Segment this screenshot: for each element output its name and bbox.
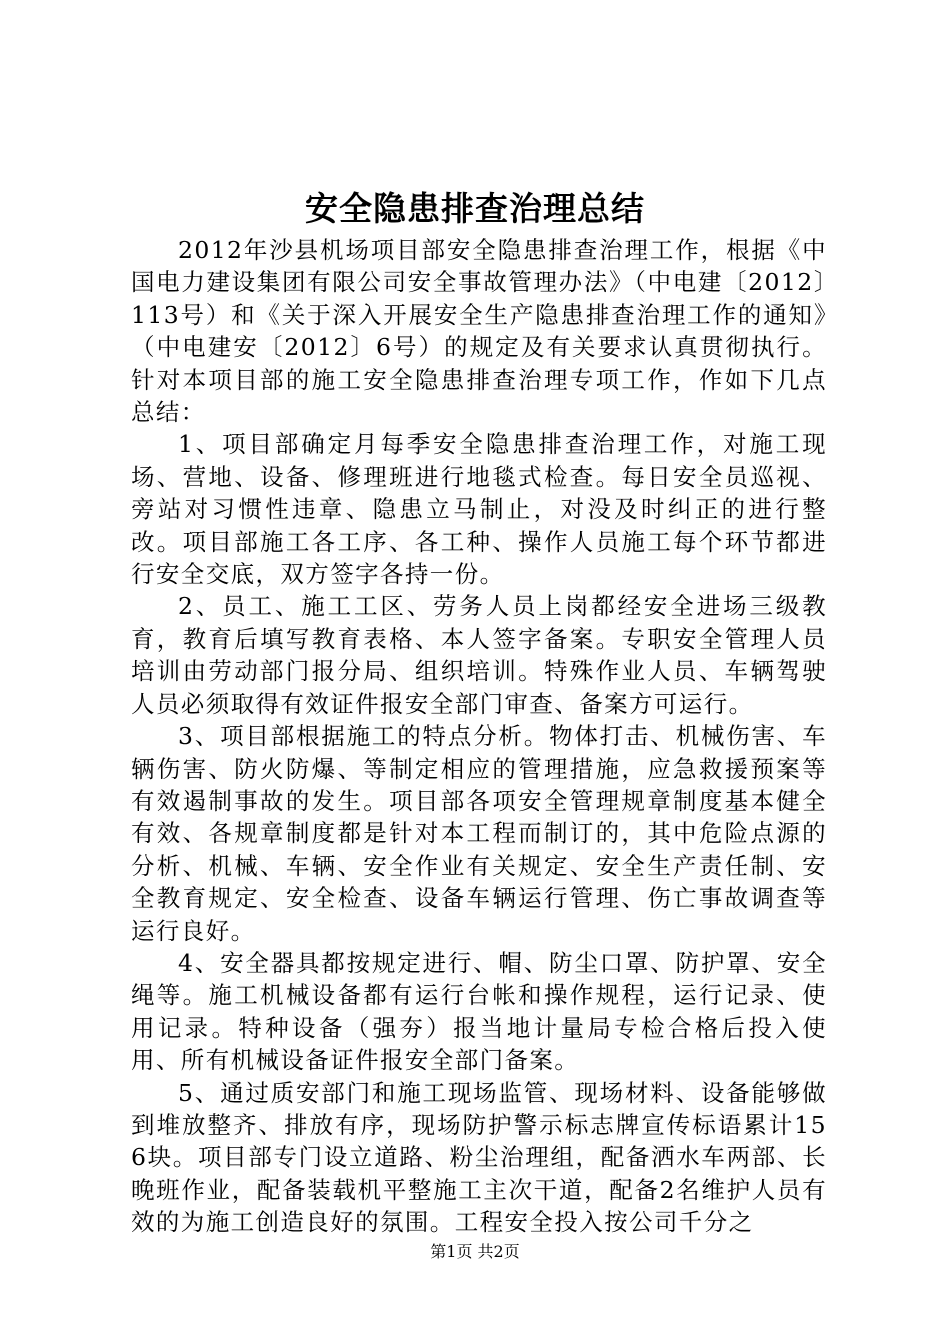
- paragraph-intro: 2012年沙县机场项目部安全隐患排查治理工作，根据《中国电力建设集团有限公司安全事故管理办法》（中电建〔2012〕113号）和《关于深入开展安全生产隐患排查治理工作的通知》（中电建安〔2012〕6号）的规定及有关要求认真贯彻执行。针对本项目部的施工安全隐患排查治理专项工作，作如下几点总结：: [131, 236, 827, 427]
- page-number-footer: 第1页 共2页: [430, 1242, 520, 1261]
- paragraph-item-4: 4、安全器具都按规定进行、帽、防尘口罩、防护罩、安全绳等。施工机械设备都有运行台帐和操作规程，运行记录、使用记录。特种设备（强夯）报当地计量局专检合格后投入使用、所有机械设备证件报安全部门备案。: [131, 948, 827, 1075]
- document-title: 安全隐患排查治理总结: [305, 189, 645, 228]
- document-body: [131, 234, 827, 1239]
- paragraph-item-3: 3、项目部根据施工的特点分析。物体打击、机械伤害、车辆伤害、防火防爆、等制定相应的管理措施，应急救援预案等有效遏制事故的发生。项目部各项安全管理规章制度基本健全有效、各规章制度都是针对本工程而制订的，其中危险点源的分析、机械、车辆、安全作业有关规定、安全生产责任制、安全教育规定、安全检查、设备车辆运行管理、伤亡事故调查等运行良好。: [131, 722, 827, 945]
- paragraph-item-5: 5、通过质安部门和施工现场监管、现场材料、设备能够做到堆放整齐、排放有序，现场防护警示标志牌宣传标语累计156块。项目部专门设立道路、粉尘治理组，配备洒水车两部、长晚班作业，配备装载机平整施工主次干道，配备2名维护人员有效的为施工创造良好的氛围。工程安全投入按公司千分之: [131, 1078, 827, 1237]
- paragraph-item-1: 1、项目部确定月每季安全隐患排查治理工作，对施工现场、营地、设备、修理班进行地毯式检查。每日安全员巡视、旁站对习惯性违章、隐患立马制止，对没及时纠正的进行整改。项目部施工各工序、各工种、操作人员施工每个环节都进行安全交底，双方签字各持一份。: [131, 430, 827, 589]
- paragraph-item-2: 2、员工、施工工区、劳务人员上岗都经安全进场三级教育，教育后填写教育表格、本人签字备案。专职安全管理人员培训由劳动部门报分局、组织培训。特殊作业人员、车辆驾驶人员必须取得有效证件报安全部门审查、备案方可运行。: [131, 592, 827, 718]
